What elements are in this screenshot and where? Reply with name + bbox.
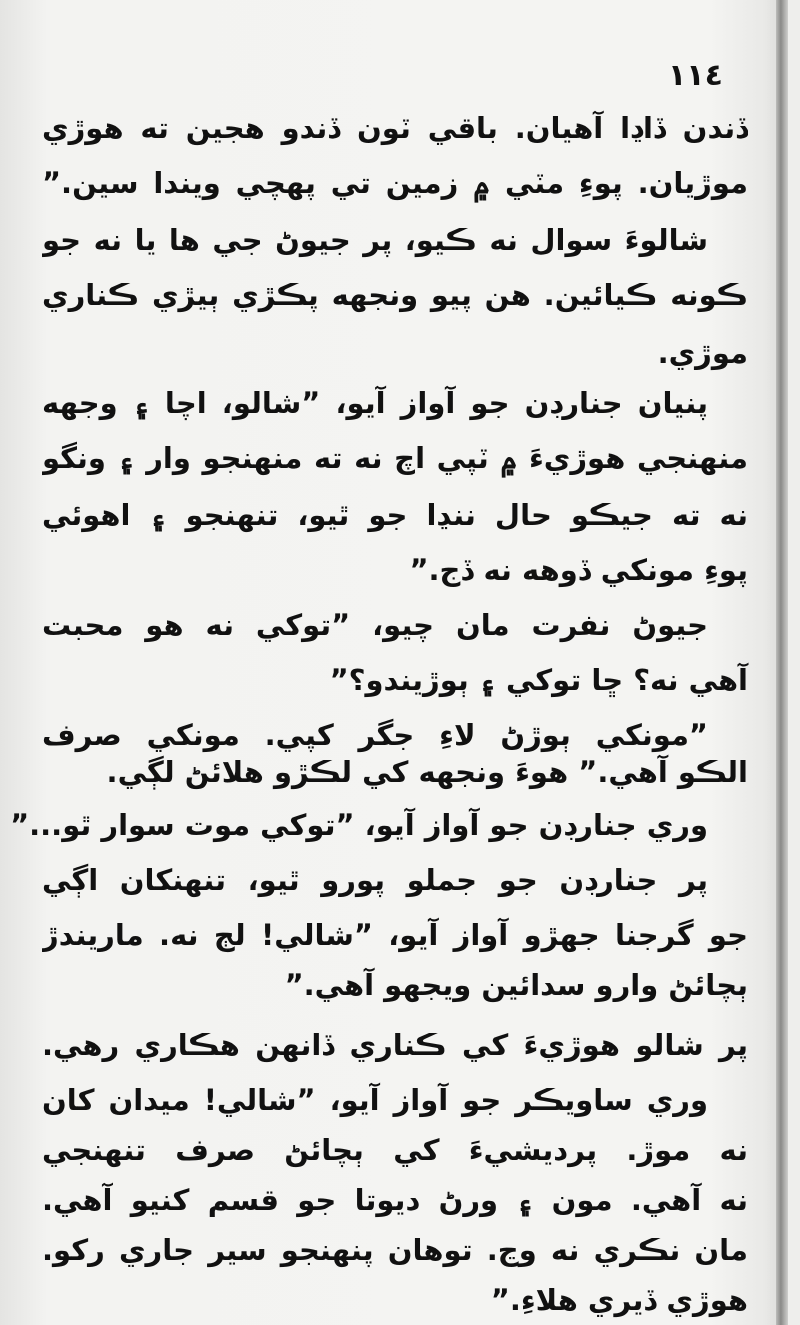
text-line: ڪونه ڪيائين. هن پيو ونجهه پڪڙي ٻيڙي ڪناري [42,278,748,312]
paragraph-start-line: پر جنارڊن جو جملو پورو ٿيو، تنهنکان اڳي [42,863,708,897]
text-line: مان نڪري نه وڃ. توهان پنهنجو سير جاري رکو. [42,1233,748,1267]
text-line: ڏندن ڏاڍا آهيان. باقي ٽون ڏندو هجين ته هوڙي [42,111,748,145]
text-line: الڪو آهي.” هوءَ ونجهه کي لڪڙو هلائڻ لڳي. [106,755,748,789]
text-line: آهي نه؟ ڇا توکي ۽ ٻوڙيندو؟” [329,663,748,697]
page-binding-shadow [776,0,788,1325]
text-line: موڙيان. پوءِ مٽي ۾ زمين تي پهچي ويندا سين.” [42,166,748,200]
paragraph-start-line: ”مونکي ٻوڙڻ لاءِ جگر کپي. مونکي صرف [42,718,708,752]
text-line: ٻچائڻ وارو سدائين ويجهو آهي.” [284,968,748,1002]
text-line: هوڙي ڏيري هلاءِ.” [490,1283,748,1317]
paragraph-start-line: پر شالو هوڙيءَ کي ڪناري ڏانهن هڪاري رهي. [42,1028,748,1062]
text-line: جو گرجنا جهڙو آواز آيو، ”شالي! لڄ نه. ماريندڙ [42,918,748,952]
text-line: نه آهي. مون ۽ ورڻ ديوتا جو قسم کنيو آهي. [42,1183,748,1217]
paragraph-start-line: وري جنارڊن جو آواز آيو، ”توکي موت سوار ٿو...” [10,808,708,842]
text-line: منهنجي هوڙيءَ ۾ ٽپي اچ نه ته منهنجو وار ۽ ونگو [42,441,748,475]
page-number: ١١٤ [668,58,723,93]
paragraph-start-line: وري ساويڪر جو آواز آيو، ”شالي! ميدان کان [42,1083,708,1117]
text-line: پوءِ مونکي ڏوهه نه ڏج.” [409,553,748,587]
paragraph-start-line: شالوءَ سوال نه ڪيو، پر جيوڻ جي ها يا نه جو [42,223,708,257]
paragraph-start-line: پنيان جنارڊن جو آواز آيو، ”شالو، اچا ۽ وجهه [42,386,708,420]
text-line: موڙي. [657,336,748,370]
paragraph-start-line: جيوڻ نفرت مان چيو، ”توکي نه هو محبت [42,608,708,642]
text-line: نه ته جيڪو حال ننڍا جو ٿيو، تنهنجو ۽ اهوئي [42,498,748,532]
text-line: نه موڙ. پرديشيءَ کي ٻچائڻ صرف تنهنجي [42,1133,748,1167]
